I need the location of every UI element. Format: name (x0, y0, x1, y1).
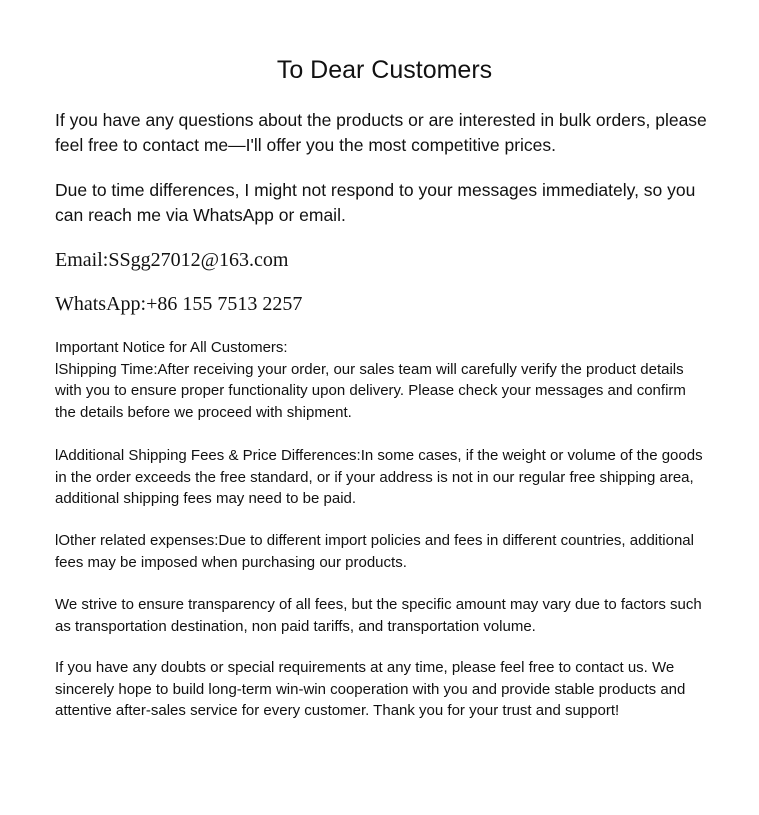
intro-paragraph-timezone (55, 178, 725, 228)
text-line: If you have any questions about the products or are interested in bulk orders, please (55, 110, 707, 130)
intro-paragraph-contact (55, 108, 725, 158)
text-line: the details before we proceed with shipment. (55, 403, 352, 421)
text-line: We strive to ensure transparency of all fees, but the specific amount may vary due to factors such (55, 596, 702, 613)
shipping-fees-paragraph (55, 445, 725, 510)
other-expenses-paragraph (55, 530, 725, 573)
closing-paragraph (55, 657, 725, 722)
text-line: lOther related expenses:Due to different import policies and fees in different countries, additional (55, 532, 694, 549)
text-line: fees may be imposed when purchasing our products. (55, 553, 407, 571)
text-line: lAdditional Shipping Fees & Price Differences:In some cases, if the weight or volume of the goods (55, 447, 703, 464)
text-line: feel free to contact me—I'll offer you the most competitive prices. (55, 135, 557, 155)
text-line: in the order exceeds the free standard, or if your address is not in our regular free shipping area, (55, 468, 694, 486)
text-line: lShipping Time:After receiving your order, our sales team will carefully verify the product details (55, 360, 684, 378)
transparency-paragraph (55, 594, 725, 637)
whatsapp-contact: WhatsApp:+86 155 7513 2257 (55, 293, 303, 315)
text-line: can reach me via WhatsApp or email. (55, 205, 346, 225)
text-line: as transportation destination, non paid tariffs, and transportation volume. (55, 617, 536, 635)
text-line: attentive after-sales service for every customer. Thank you for your trust and support! (55, 702, 620, 719)
text-line: additional shipping fees may need to be paid. (55, 490, 357, 507)
text-line: Due to time differences, I might not respond to your messages immediately, so you (55, 180, 696, 200)
notice-section (55, 337, 725, 423)
email-contact: Email:SSgg27012@163.com (55, 249, 289, 271)
page-title: To Dear Customers (276, 56, 493, 84)
text-line: sincerely hope to build long-term win-win cooperation with you and provide stable products and (55, 680, 686, 698)
notice-heading: Important Notice for All Customers: (55, 339, 288, 356)
text-line: with you to ensure proper functionality upon delivery. Please check your messages and confirm (55, 382, 686, 399)
text-line: If you have any doubts or special requirements at any time, please feel free to contact us. We (55, 659, 675, 676)
